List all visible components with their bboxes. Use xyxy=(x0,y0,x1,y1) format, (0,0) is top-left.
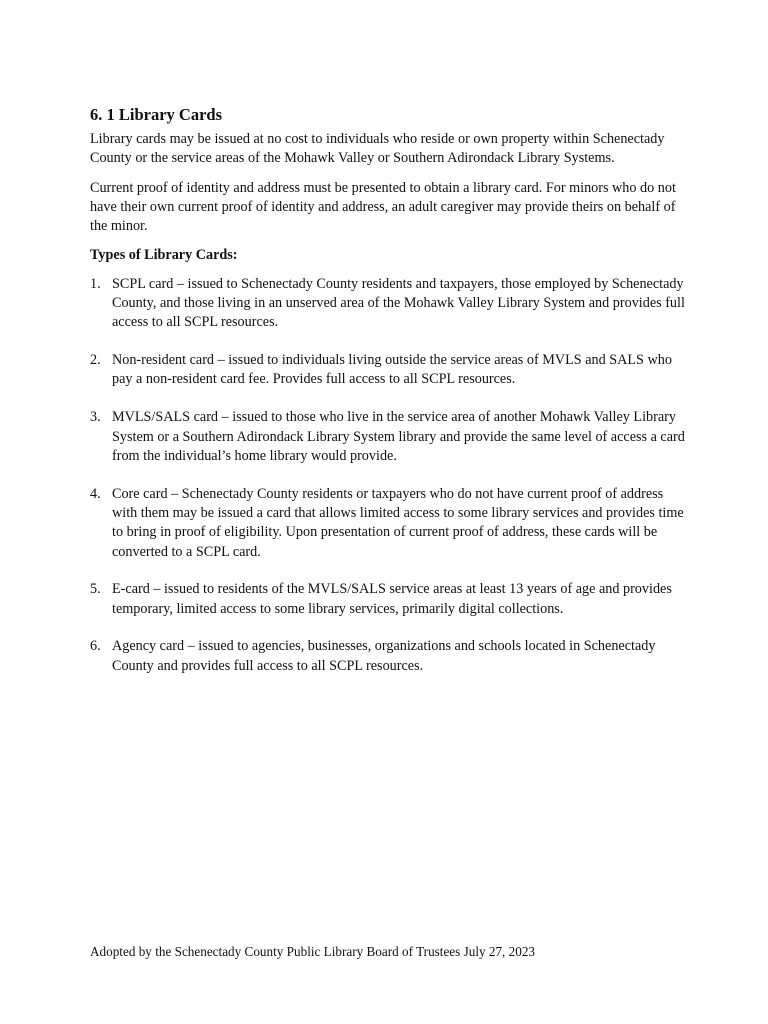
card-types-list xyxy=(90,275,690,676)
list-item-number: 6. xyxy=(90,638,101,655)
list-item-text: E-card – issued to residents of the MVLS/SALS service areas at least 13 years of age and provides temporary, limited access to some library services, primarily digital collections. xyxy=(112,581,672,617)
document-body xyxy=(90,104,690,695)
list-item xyxy=(90,351,690,390)
list-item-text: SCPL card – issued to Schenectady County residents and taxpayers, those employed by Schenectady County, and those living in an unserved area of the Mohawk Valley Library System and provides full access to all SCPL resources. xyxy=(112,275,685,331)
proof-paragraph: Current proof of identity and address must be presented to obtain a library card. For minors who do not have their own current proof of identity and address, an adult caregiver may provide theirs on behalf of the minor. xyxy=(90,179,676,235)
list-item xyxy=(90,580,690,619)
list-item-number: 1. xyxy=(90,275,101,292)
list-item-number: 5. xyxy=(90,581,101,598)
list-item xyxy=(90,275,690,333)
section-heading: 6. 1 Library Cards xyxy=(90,105,222,124)
eligibility-paragraph: Library cards may be issued at no cost to individuals who reside or own property within Schenectady County or the service areas of the Mohawk Valley or Southern Adirondack Library Systems. xyxy=(90,131,665,167)
list-item-text: MVLS/SALS card – issued to those who live in the service area of another Mohawk Valley Library System or a Southern Adirondack Library System library and provide the same level of access a card from the individual’s home library would provide. xyxy=(112,409,685,464)
list-item xyxy=(90,637,690,676)
list-item-number: 4. xyxy=(90,485,101,502)
list-item-number: 2. xyxy=(90,352,101,369)
list-item xyxy=(90,485,690,562)
list-item-number: 3. xyxy=(90,409,101,426)
list-item xyxy=(90,408,690,466)
list-item-text: Non-resident card – issued to individuals living outside the service areas of MVLS and SALS who pay a non-resident card fee. Provides full access to all SCPL resources. xyxy=(112,352,672,388)
adoption-footer: Adopted by the Schenectady County Public Library Board of Trustees July 27, 2023 xyxy=(90,944,536,959)
list-item-text: Core card – Schenectady County residents or taxpayers who do not have current proof of address with them may be issued a card that allows limited access to some library services and provides time to bring in proof of eligibility. Upon presentation of current proof of address, these cards will be converted to a SCPL card. xyxy=(112,485,684,560)
types-heading: Types of Library Cards: xyxy=(90,247,238,264)
list-item-text: Agency card – issued to agencies, businesses, organizations and schools located in Schenectady County and provides full access to all SCPL resources. xyxy=(112,638,656,674)
